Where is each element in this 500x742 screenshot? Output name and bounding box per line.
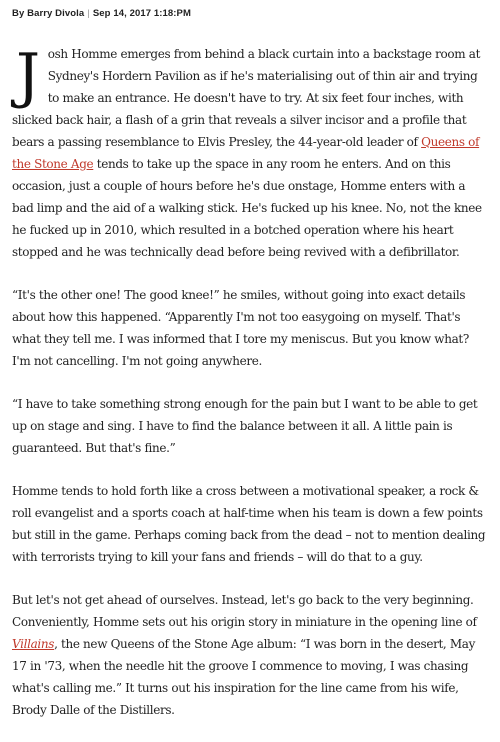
byline-separator: |	[87, 8, 90, 19]
byline	[12, 8, 490, 19]
paragraph-1-text-a: osh Homme emerges from behind a black curtain into a backstage room at Sydney's Hordern Pavilion as if he's materialising out of thin air and trying to make an entrance. He doesn't have to try. At six feet four inches, with slicked back hair, a flash of a grin that reveals a silver incisor and a profile that bears a passing resemblance to Elvis Presley, the 44-year-old leader of	[12, 47, 481, 149]
paragraph-4: Homme tends to hold forth like a cross between a motivational speaker, a rock & roll evangelist and a sports coach at half-time when his team is down a few points but still in the game. Perhaps coming back from the dead – not to mention dealing with terrorists trying to kill your fans and friends – will do that to a guy.	[12, 484, 486, 564]
paragraph-5	[12, 589, 490, 721]
paragraph-1-text-b: tends to take up the space in any room he enters. And on this occasion, just a couple of hours before he's due onstage, Homme enters with a bad limp and the aid of a walking stick. He's fucked up his knee. No, not the knee he fucked up in 2010, which resulted in a botched operation where his heart stopped and he was technically dead before being revived with a defibrillator.	[12, 157, 482, 259]
drop-cap: J	[16, 41, 40, 111]
paragraph-3: “I have to take something strong enough for the pain but I want to be able to get up on stage and sing. I have to find the balance between it all. A little pain is guaranteed. But that's fine.”	[12, 397, 478, 455]
paragraph-5-text-b: , the new Queens of the Stone Age album: “I was born in the desert, May 17 in '73, when the needle hit the groove I commence to moving, I was chasing what's calling me.” It turns out his inspiration for the line came from his wife, Brody Dalle of the Distillers.	[12, 637, 476, 717]
paragraph-2: “It's the other one! The good knee!” he smiles, without going into exact details about how this happened. “Apparently I'm not too easygoing on myself. That's what they tell me. I was informed that I tore my meniscus. But you know what? I'm not cancelling. I'm not going anywhere.	[12, 288, 469, 368]
paragraph-1	[12, 43, 490, 263]
byline-author[interactable]: Barry Divola	[27, 8, 85, 19]
byline-date: Sep 14, 2017 1:18:PM	[92, 8, 191, 19]
article	[12, 8, 490, 742]
link-villains[interactable]: Villains	[12, 637, 55, 651]
paragraph-5-text-a: But let's not get ahead of ourselves. Instead, let's go back to the very beginning. Conveniently, Homme sets out his origin story in miniature in the opening line of	[12, 593, 477, 629]
link-queens-of-the-stone-age[interactable]: Queens of the Stone Age	[12, 135, 480, 171]
byline-prefix: By	[12, 8, 25, 19]
